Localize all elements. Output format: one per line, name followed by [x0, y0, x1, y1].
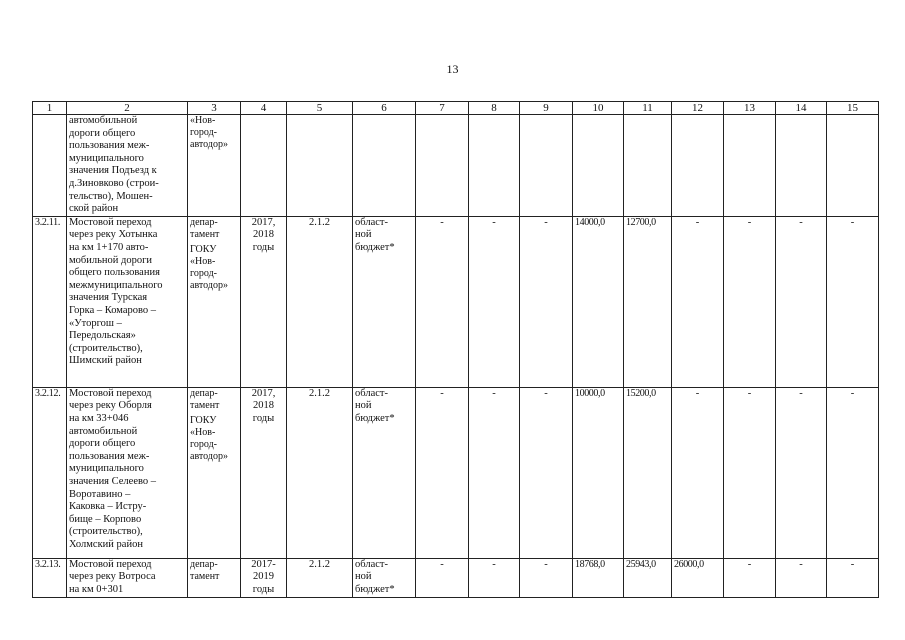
amount-c7: - — [416, 558, 469, 597]
funding-source — [353, 216, 416, 387]
object-description-line: муниципального — [69, 463, 144, 475]
funding-source-line: бюджет* — [355, 241, 395, 253]
object-description-line: межмуниципального — [69, 279, 163, 291]
executor-line: депар- — [190, 216, 218, 228]
object-description-line: значения Селеево – — [69, 475, 157, 487]
object-description-line: на км 1+170 авто- — [69, 241, 149, 253]
executor-line: тамент — [190, 228, 220, 240]
col-header-12: 12 — [672, 102, 724, 115]
program-table — [32, 101, 879, 598]
amount-c14: - — [776, 216, 827, 387]
amount-c13 — [724, 115, 776, 217]
object-description-line: (строительство), — [69, 342, 143, 354]
col-header-10: 10 — [573, 102, 624, 115]
col-header-13: 13 — [724, 102, 776, 115]
amount-c10 — [573, 115, 624, 217]
implementation-period-line: 2019 — [253, 571, 274, 583]
amount-c14 — [776, 115, 827, 217]
object-description — [67, 115, 188, 217]
object-description-line: дороги общего — [69, 127, 136, 139]
object-description-line: Шимский район — [69, 355, 142, 367]
executor-line: депар- — [190, 387, 218, 399]
executor-line: автодор» — [190, 450, 228, 462]
executor-line: ГОКУ — [190, 243, 217, 255]
executor-line: «Нов- — [190, 115, 216, 126]
implementation-period — [241, 558, 287, 597]
object-description — [67, 558, 188, 597]
amount-c10: 14000,0 — [573, 216, 624, 387]
col-header-6: 6 — [353, 102, 416, 115]
executor — [188, 115, 241, 217]
col-header-11: 11 — [624, 102, 672, 115]
funding-source — [353, 115, 416, 217]
amount-c13: - — [724, 216, 776, 387]
object-description-line: ской район — [69, 203, 119, 215]
amount-c8: - — [469, 216, 520, 387]
executor-line: ГОКУ — [190, 414, 217, 426]
col-header-14: 14 — [776, 102, 827, 115]
funding-source-line: бюджет* — [355, 412, 395, 424]
object-description-line: Каковка – Истру- — [69, 501, 147, 513]
target-indicator: 2.1.2 — [287, 387, 353, 558]
funding-source-line: област- — [355, 216, 388, 228]
amount-c15: - — [827, 216, 879, 387]
amount-c14: - — [776, 558, 827, 597]
executor-line: город- — [190, 438, 217, 450]
object-description-line: муниципального — [69, 152, 144, 164]
object-description-line: через реку Вотроса — [69, 571, 156, 583]
amount-c15: - — [827, 558, 879, 597]
amount-c11: 25943,0 — [624, 558, 672, 597]
target-indicator — [287, 115, 353, 217]
object-description-line: Мостовой переход — [69, 558, 152, 570]
amount-c12: - — [672, 216, 724, 387]
object-description-line: Воротавино – — [69, 488, 131, 500]
funding-source — [353, 558, 416, 597]
amount-c10: 10000,0 — [573, 387, 624, 558]
object-description-line: значения Турская — [69, 292, 148, 304]
amount-c13: - — [724, 558, 776, 597]
executor-line: депар- — [190, 558, 218, 570]
object-description-line: общего пользования — [69, 267, 160, 279]
implementation-period-line: 2018 — [253, 229, 274, 241]
amount-c7 — [416, 115, 469, 217]
object-description-line: значения Подъезд к — [69, 165, 157, 177]
target-indicator: 2.1.2 — [287, 558, 353, 597]
executor-line: «Нов- — [190, 426, 216, 438]
object-description-line: на км 0+301 — [69, 583, 124, 595]
col-header-8: 8 — [469, 102, 520, 115]
object-description-line: дороги общего — [69, 438, 136, 450]
executor — [188, 387, 241, 558]
implementation-period — [241, 115, 287, 217]
amount-c10: 18768,0 — [573, 558, 624, 597]
amount-c8: - — [469, 387, 520, 558]
object-description-line: пользования меж- — [69, 450, 150, 462]
col-header-7: 7 — [416, 102, 469, 115]
object-description-line: на км 33+046 — [69, 412, 129, 424]
object-description-line: «Уторгош – — [69, 317, 122, 329]
funding-source-line: ной — [355, 571, 372, 583]
funding-source-line: област- — [355, 387, 388, 399]
object-description-line: (строительство), — [69, 526, 143, 538]
implementation-period-line: годы — [252, 412, 275, 424]
object-description-line: Мостовой переход — [69, 387, 152, 399]
object-description-line: Горка – Комарово – — [69, 304, 157, 316]
executor-line: город- — [190, 127, 217, 138]
amount-c7: - — [416, 216, 469, 387]
amount-c11: 12700,0 — [624, 216, 672, 387]
amount-c8 — [469, 115, 520, 217]
executor-line: автодор» — [190, 139, 228, 150]
object-description — [67, 387, 188, 558]
row-number: 3.2.12. — [33, 387, 67, 558]
funding-source-line: бюджет* — [355, 583, 395, 595]
object-description-line: д.Зиновково (строи- — [69, 177, 159, 189]
executor-line: автодор» — [190, 279, 228, 291]
col-header-3: 3 — [188, 102, 241, 115]
funding-source — [353, 387, 416, 558]
amount-c12 — [672, 115, 724, 217]
object-description-line: автомобильной — [69, 115, 138, 126]
object-description-line: бище – Корпово — [69, 513, 142, 525]
table-row — [33, 115, 879, 217]
amount-c13: - — [724, 387, 776, 558]
object-description — [67, 216, 188, 387]
amount-c7: - — [416, 387, 469, 558]
table-row — [33, 216, 879, 387]
object-description-line: автомобильной — [69, 425, 138, 437]
implementation-period-line: 2017- — [251, 558, 276, 570]
object-description-line: через реку Хотынка — [69, 229, 158, 241]
funding-source-line: ной — [355, 400, 372, 412]
col-header-1: 1 — [33, 102, 67, 115]
col-header-15: 15 — [827, 102, 879, 115]
amount-c11 — [624, 115, 672, 217]
executor-line: тамент — [190, 570, 220, 582]
object-description-line: Мостовой переход — [69, 216, 152, 228]
funding-source-line: област- — [355, 558, 388, 570]
row-number: 3.2.11. — [33, 216, 67, 387]
implementation-period-line: годы — [252, 583, 275, 595]
implementation-period — [241, 387, 287, 558]
object-description-line: пользования меж- — [69, 140, 150, 152]
amount-c8: - — [469, 558, 520, 597]
funding-source-line: ной — [355, 229, 372, 241]
table-row — [33, 558, 879, 597]
row-number — [33, 115, 67, 217]
object-description-line: через реку Оборля — [69, 400, 152, 412]
implementation-period-line: 2017, — [251, 387, 276, 399]
executor — [188, 558, 241, 597]
amount-c11: 15200,0 — [624, 387, 672, 558]
col-header-5: 5 — [287, 102, 353, 115]
amount-c12: 26000,0 — [672, 558, 724, 597]
object-description-line: мобильной дороги — [69, 254, 153, 266]
amount-c9 — [520, 115, 573, 217]
executor-line: «Нов- — [190, 255, 216, 267]
page-number: 13 — [446, 62, 459, 76]
col-header-9: 9 — [520, 102, 573, 115]
amount-c14: - — [776, 387, 827, 558]
target-indicator: 2.1.2 — [287, 216, 353, 387]
col-header-4: 4 — [241, 102, 287, 115]
implementation-period-line: годы — [252, 241, 275, 253]
object-description-line: Холмский район — [69, 538, 143, 550]
executor-line: тамент — [190, 399, 220, 411]
column-number-row — [33, 102, 879, 115]
amount-c12: - — [672, 387, 724, 558]
implementation-period — [241, 216, 287, 387]
implementation-period-line: 2017, — [251, 216, 276, 228]
amount-c15 — [827, 115, 879, 217]
amount-c9: - — [520, 558, 573, 597]
amount-c9: - — [520, 216, 573, 387]
object-description-line: тельство), Мошен- — [69, 190, 153, 202]
executor-line: город- — [190, 267, 217, 279]
executor — [188, 216, 241, 387]
implementation-period-line: 2018 — [253, 400, 274, 412]
col-header-2: 2 — [67, 102, 188, 115]
row-number: 3.2.13. — [33, 558, 67, 597]
amount-c15: - — [827, 387, 879, 558]
amount-c9: - — [520, 387, 573, 558]
table-row — [33, 387, 879, 558]
object-description-line: Передольская» — [69, 330, 136, 342]
